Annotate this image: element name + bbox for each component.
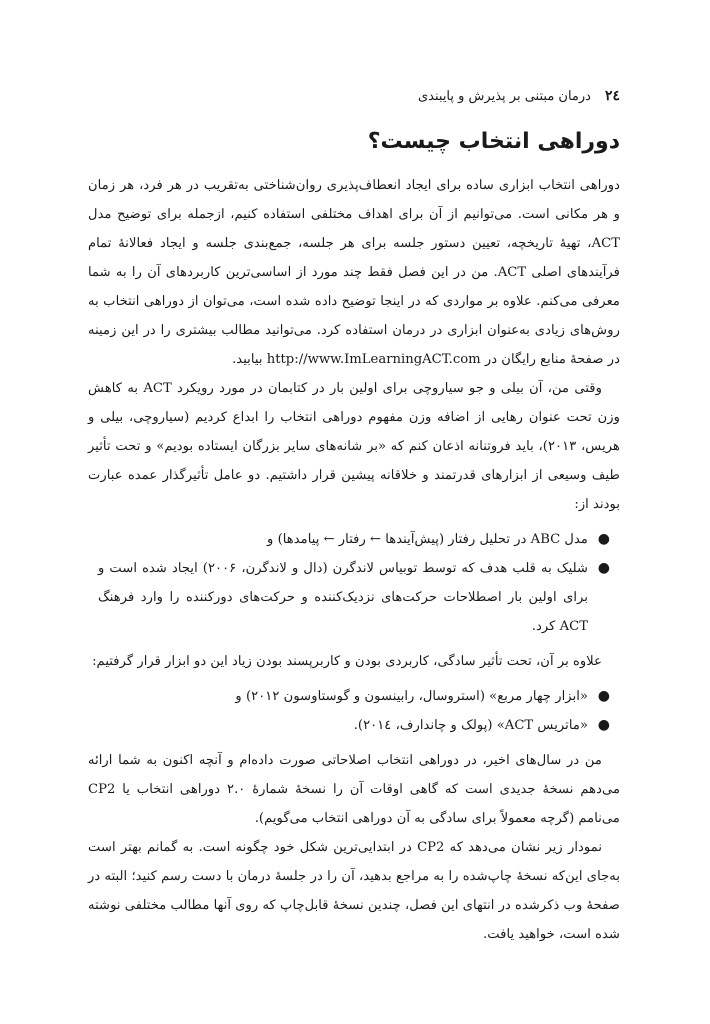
bullet-icon: ● bbox=[597, 559, 610, 576]
bullet-icon: ● bbox=[597, 687, 610, 704]
list-item-text: مدل ABC در تحلیل رفتار (پیش‌آیندها ← رفتار ← پیامدها) و bbox=[267, 531, 588, 547]
running-title: درمان مبتنی بر پذیرش و پایبندی bbox=[417, 89, 591, 104]
list-item bbox=[88, 554, 620, 641]
page-number: ٢٤ bbox=[604, 88, 620, 104]
bullet-list-1 bbox=[88, 525, 620, 641]
list-item-text: شلیک به قلب هدف که توسط توبیاس لاندگرن (دال و لاندگرن، ۲۰۰۶) ایجاد شده است و برای اولین بار اصطلاحات حرکت‌های نزدیک‌کننده و حرکت‌های دورکننده را وارد فرهنگ ACT کرد. bbox=[98, 560, 588, 634]
paragraph-5: نمودار زیر نشان می‌دهد که CP2 در ابتدایی‌ترین شکل خود چگونه است. به گمانم بهتر است به‌جای این‌که نسخهٔ چاپ‌شده را به مراجع بدهید، آن را در جلسهٔ درمان با دست رسم کنید؛ البته در صفحهٔ وب ذکرشده در انتهای این فصل، چندین نسخهٔ قابل‌چاپ که روی آنها مطالب مختلفی نوشته شده است، خواهید یافت. bbox=[88, 839, 620, 942]
paragraph-3: علاوه بر آن، تحت تأثیر سادگی، کاربردی بودن و کاربرپسند بودن زیاد این دو ابزار قرار گرفتیم: bbox=[92, 653, 602, 669]
list-item bbox=[88, 525, 620, 554]
section-title: دوراهی انتخاب چیست؟ bbox=[367, 129, 620, 154]
bullet-icon: ● bbox=[597, 716, 610, 733]
list-item-text: «ابزار چهار مربع» (استروسال، رابینسون و گوستاوسون ۲۰۱۲) و bbox=[235, 688, 588, 704]
list-item-text: «ماتریس ACT» (پولک و چاندارف، ۲۰۱٤). bbox=[353, 717, 588, 733]
page-content bbox=[88, 128, 620, 949]
bullet-list-2 bbox=[88, 682, 620, 740]
paragraph-1: دوراهی انتخاب ابزاری ساده برای ایجاد انعطاف‌پذیری روان‌شناختی به‌تقریب در هر فرد، هر زمان و هر مکانی است. می‌توانیم از آن برای اهداف مختلفی استفاده کنیم، ازجمله برای توضیح مدل ACT، تهیهٔ تاریخچه، تعیین دستور جلسه برای هر جلسه، جمع‌بندی جلسه و ایجاد فعالانهٔ تمام فرآیندهای اصلی ACT. من در این فصل فقط چند مورد از اساسی‌ترین کاربردهای آن را به شما معرفی می‌کنم. علاوه بر مواردی که در اینجا توضیح داده شده است، می‌توان از دوراهی انتخاب به روش‌های زیادی به‌عنوان ابزاری در درمان استفاده کرد. می‌توانید مطالب بیشتری را در این زمینه در صفحهٔ منابع رایگان در http://www.ImLearningACT.com بیابید. bbox=[88, 177, 620, 367]
paragraph-2: وقتی من، آن بیلی و جو سیاروچی برای اولین بار در کتابمان در مورد رویکرد ACT به کاهش وزن تحت عنوان رهایی از اضافه وزن مفهوم دوراهی انتخاب را ابداع کردیم (سیاروچی، بیلی و هریس، ۲۰۱۳)، باید فروتنانه اذعان کنم که «بر شانه‌های سایر بزرگان ایستاده بودیم» و تحت تأثیر طیف وسیعی از ابزارهای قدرتمند و خلاقانه پیشین قرار داشتیم. دو عامل تأثیرگذار عمده عبارت بودند از: bbox=[88, 380, 620, 512]
bullet-icon: ● bbox=[597, 530, 610, 547]
list-item bbox=[88, 711, 620, 740]
running-header bbox=[418, 88, 620, 104]
paragraph-4: من در سال‌های اخیر، در دوراهی انتخاب اصلاحاتی صورت داده‌ام و آنچه اکنون به شما ارائه می‌دهم نسخهٔ جدیدی است که گاهی اوقات آن را نسخهٔ شمارهٔ ۲.۰ دوراهی انتخاب یا CP2 می‌نامم (گرچه معمولاً برای سادگی به آن دوراهی انتخاب می‌گویم). bbox=[88, 752, 621, 826]
list-item bbox=[88, 682, 620, 711]
